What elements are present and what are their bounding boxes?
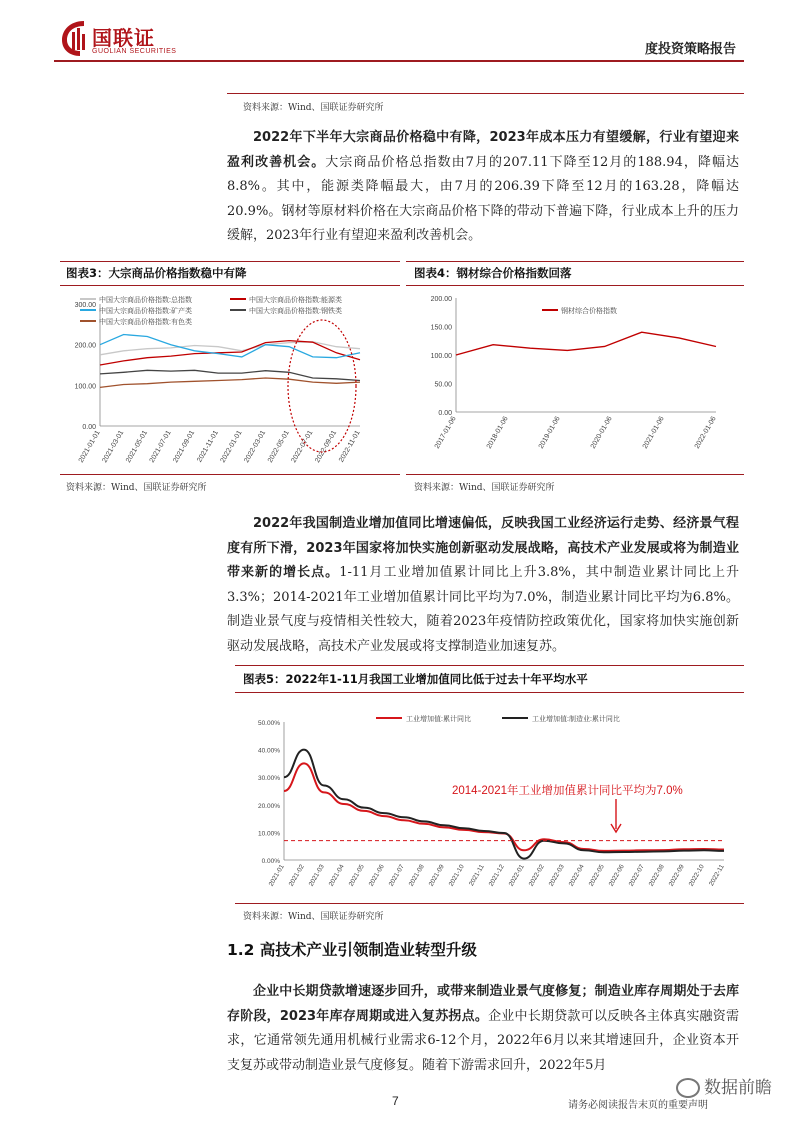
x-tick-label: 2021-03 [307,863,326,888]
x-tick-label: 2022-04 [567,863,586,888]
x-tick-label: 2019-01-06 [537,415,562,451]
x-tick-label: 2021-07 [387,863,406,888]
x-tick-label: 2021-05-01 [125,429,150,465]
x-tick-label: 2022-05-01 [266,429,291,465]
divider [60,261,400,262]
y-tick-label: 200.00 [430,296,452,303]
legend-label: 中国大宗商品价格指数:矿产类 [99,308,192,315]
x-tick-label: 2022-07 [627,863,646,888]
wechat-icon [676,1078,700,1098]
paragraph-loans [227,980,739,1078]
y-tick-label: 10.00% [257,830,280,838]
legend-label: 中国大宗商品价格指数:有色类 [99,319,192,326]
divider [406,261,744,262]
reference-arrow [611,799,621,832]
y-tick-label: 30.00% [257,775,280,783]
highlight-ellipse [288,320,356,452]
industrial-value-added-chart [240,702,740,896]
y-tick-label: 0.00% [261,858,280,865]
x-tick-label: 2022-01-06 [693,415,718,451]
y-tick-label: 100.00 [74,383,96,391]
y-tick-label: 50.00% [257,720,280,727]
x-tick-label: 2021-04 [327,863,346,888]
steel-index-chart [406,292,744,470]
paragraph-lead: 2022年下半年大宗商品价格稳中有降，2023年成本压力有望缓解，行业有望迎来盈利改善机会。 [227,130,739,170]
x-tick-label: 2021-09 [427,863,446,888]
x-tick-label: 2022-09-01 [314,429,339,465]
figure4-source: 资料来源：Wind、国联证券研究所 [414,483,555,493]
divider [235,665,744,666]
y-tick-label: 300.00 [74,302,96,309]
series-line [100,378,360,387]
disclaimer-note: 请务必阅读报告末页的重要声明 [568,1100,708,1111]
paragraph-body: 企业中长期贷款可以反映各主体真实融资需求，它通常领先通用机械行业需求6-12个月，2022年6月以来其增速回升，企业资本开支复苏或带动制造业景气度修复。随着下游需求回升，2022年5月 [227,1008,739,1073]
figure5-title: 图表5：2022年1-11月我国工业增加值同比低于过去十年平均水平 [243,672,588,686]
x-tick-label: 2022-06 [607,863,626,888]
legend-label: 中国大宗商品价格指数:钢铁类 [249,308,342,315]
x-tick-label: 2022-11-01 [338,429,362,464]
figure4-title: 图表4：钢材综合价格指数回落 [414,266,572,280]
watermark-text: 数据前瞻 [704,1078,772,1098]
y-tick-label: 0.00 [438,410,452,417]
figure3-source: 资料来源：Wind、国联证券研究所 [66,483,207,493]
paragraph-manufacturing [227,512,739,659]
y-tick-label: 0.00 [82,424,96,431]
divider [406,474,744,475]
x-tick-label: 2021-01-06 [641,415,666,451]
series-line [100,370,360,380]
paragraph-body: 1-11月工业增加值累计同比上升3.8%，其中制造业累计同比上升3.3%；2014-2021年工业增加值累计同比平均为7.0%，制造业累计同比平均为6.8%。制造业景气度与疫情相关性较大，随着2023年疫情防控政策优化，国家将加快实施创新驱动发展战略，高技术产业发展或将支撑制造业加速复苏。 [227,565,739,654]
x-tick-label: 2021-09-01 [172,429,197,465]
x-tick-label: 2021-12 [487,863,506,888]
x-tick-label: 2021-10 [447,863,466,888]
x-tick-label: 2022-10 [687,863,706,888]
legend-label: 中国大宗商品价格指数:能源类 [249,297,342,304]
x-tick-label: 2021-08 [407,863,426,888]
legend-label: 工业增加值:累计同比 [406,716,471,723]
x-tick-label: 2022-01-01 [219,429,244,465]
x-tick-label: 2022-05 [587,863,606,888]
y-tick-label: 50.00 [434,381,452,389]
header-rule [54,60,744,62]
x-tick-label: 2021-05 [347,863,366,888]
divider [235,903,744,904]
series-line [284,750,724,859]
divider [60,285,400,286]
x-tick-label: 2021-01 [267,863,286,888]
x-tick-label: 2017-01-06 [433,415,458,451]
page-number: 7 [392,1094,399,1108]
paragraph-commodity [227,126,739,249]
logo-mark-icon [58,18,92,58]
x-tick-label: 2022-03-01 [243,429,268,465]
x-tick-label: 2021-01-01 [77,429,102,465]
x-tick-label: 2022-09 [667,863,686,888]
legend-label: 工业增加值:制造业:累计同比 [532,716,620,723]
report-title: 度投资策略报告 [644,42,736,57]
series-line [100,341,360,365]
x-tick-label: 2021-02 [287,863,306,888]
x-tick-label: 2021-11-01 [196,429,220,464]
commodity-index-chart [60,292,400,470]
x-tick-label: 2018-01-06 [485,415,510,451]
x-tick-label: 2021-07-01 [148,429,173,465]
paragraph-body: 大宗商品价格总指数由7月的207.11下降至12月的188.94，降幅达8.8%。其中，能源类降幅最大，由7月的206.39下降至12月的163.28，降幅达20.9%。钢材等原材料价格在大宗商品价格下降的带动下普遍下降，行业成本上升的压力缓解，2023年行业有望迎来盈利改善机会。 [227,154,739,243]
y-tick-label: 200.00 [74,342,96,350]
x-tick-label: 2022-07-01 [290,429,315,465]
series-line [284,763,724,851]
x-tick-label: 2022-03 [547,863,566,888]
divider [227,93,744,94]
reference-label: 2014-2021年工业增加值累计同比平均为7.0% [452,785,683,797]
y-tick-label: 100.00 [430,353,452,360]
x-tick-label: 2021-11 [467,863,486,888]
figure3-title: 图表3：大宗商品价格指数稳中有降 [66,266,247,280]
divider [406,285,744,286]
x-tick-label: 2022-02 [527,863,546,888]
legend-label: 中国大宗商品价格指数:总指数 [99,297,192,304]
x-tick-label: 2020-01-06 [589,415,614,451]
y-tick-label: 40.00% [257,747,280,755]
x-tick-label: 2021-03-01 [101,429,126,465]
figure5-source: 资料来源：Wind、国联证券研究所 [243,912,384,922]
legend-label: 钢材综合价格指数 [561,308,617,315]
paragraph-lead: 2022年我国制造业增加值同比增速偏低，反映我国工业经济运行走势、经济景气程度有所下滑，2023年国家将加快实施创新驱动发展战略，高技术产业发展或将为制造业带来新的增长点。 [227,516,739,580]
x-tick-label: 2021-06 [367,863,386,888]
section-heading: 1.2 高技术产业引领制造业转型升级 [227,941,477,959]
x-tick-label: 2022-01 [507,863,526,888]
series-line [456,332,716,355]
divider [235,692,744,693]
company-name-en: GUOLIAN SECURITIES [92,48,177,55]
paragraph-lead: 企业中长期贷款增速逐步回升，或带来制造业景气度修复；制造业库存周期处于去库存阶段，2023年库存周期或进入复苏拐点。 [227,984,739,1024]
y-tick-label: 20.00% [257,802,280,810]
source-note: 资料来源：Wind、国联证券研究所 [243,103,384,113]
x-tick-label: 2022-11 [707,863,726,888]
y-tick-label: 150.00 [430,324,452,332]
company-name-cn: 国联证 [92,26,155,50]
x-tick-label: 2022-08 [647,863,666,888]
watermark [676,1073,772,1098]
divider [60,474,400,475]
